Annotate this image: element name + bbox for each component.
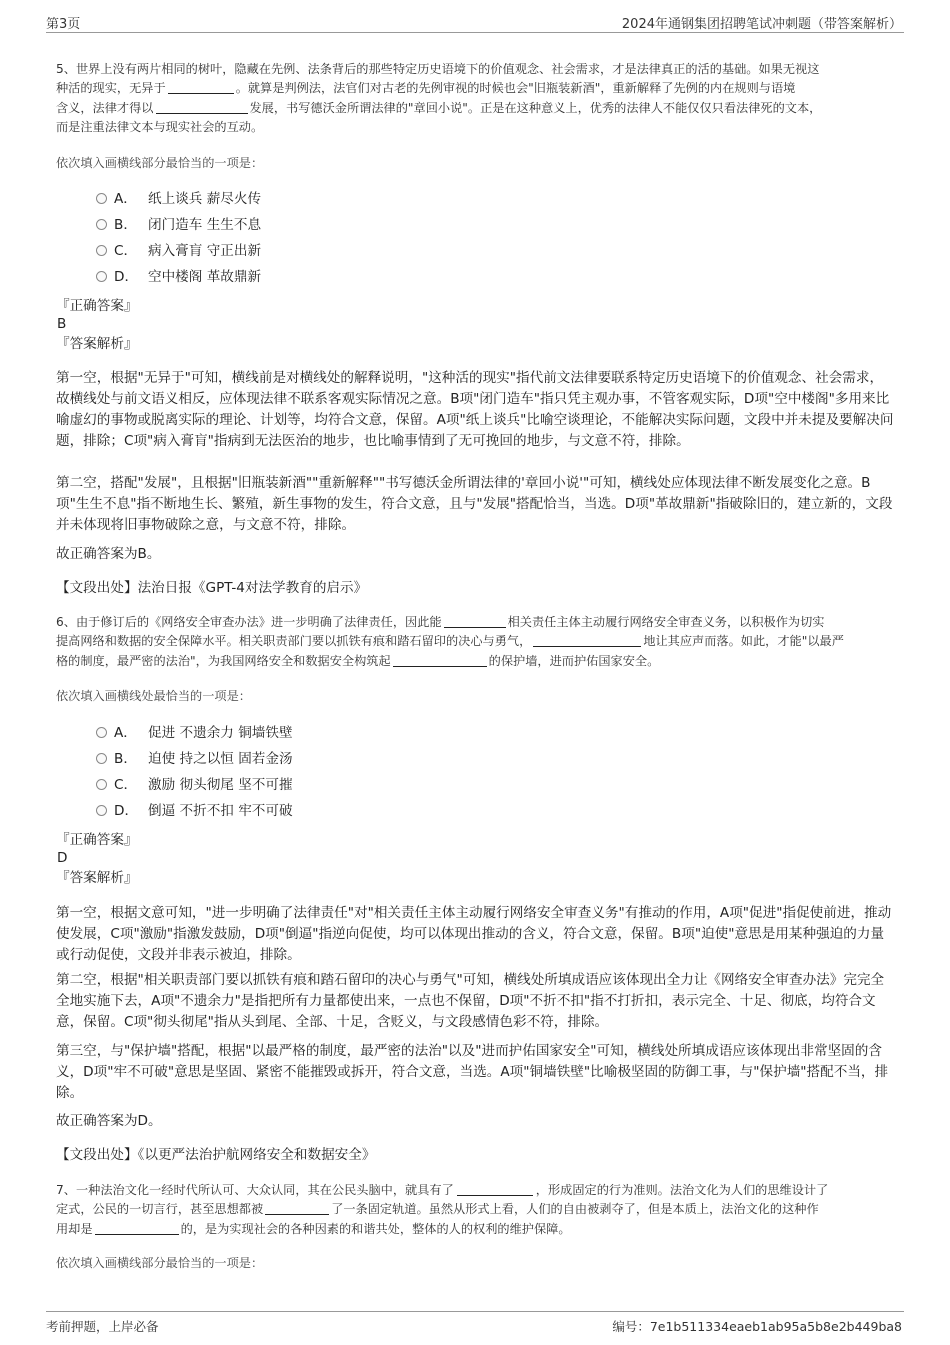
q6-line-1: 6、由于修订后的《网络安全审查办法》进一步明确了法律责任，因此能 相关责任主体主动履行网络安全审查义务，以积极作为切实 bbox=[56, 615, 825, 629]
q5-blank-1 bbox=[168, 80, 234, 94]
q7-blank-3 bbox=[95, 1221, 179, 1235]
page-number: 第3页 bbox=[46, 17, 81, 32]
q6-correct-answer-label: 『正确答案』 bbox=[56, 832, 138, 848]
q7-blank-1 bbox=[457, 1182, 533, 1196]
q7-blank-2 bbox=[265, 1201, 329, 1215]
q6-blank-3 bbox=[393, 653, 487, 667]
radio-icon[interactable] bbox=[96, 753, 107, 764]
document-code: 编号：7e1b511334eaeb1ab95a5b8e2b449ba8 bbox=[612, 1319, 902, 1334]
q6-correct-answer: D bbox=[57, 850, 68, 866]
q5-line-2: 种活的现实，无异于 。就算是判例法，法官们对古老的先例审视的时候也会"旧瓶装新酒"，重新解释了先例的内在规则与语境 bbox=[56, 81, 796, 96]
page-footer bbox=[46, 1311, 904, 1338]
q5-analysis-2: 第二空，搭配"发展"，且根据"旧瓶装新酒""重新解释""书写德沃金所谓法律的'章回小说'"可知，横线处应体现法律不断发展变化之意。B项"生生不息"指不断地生长、繁殖，新生事物的发生，符合文意，且与"发展"搭配恰当，当选。D项"革故鼎新"指破除旧的，建立新的，文段并未体现将旧事物破除之意，与文意不符，排除。 bbox=[56, 475, 893, 533]
page-header bbox=[46, 10, 904, 33]
q5-option-a[interactable]: A． 纸上谈兵 薪尽火传 bbox=[96, 189, 261, 209]
q6-analysis-1: 第一空，根据文意可知，"进一步明确了法律责任"对"相关责任主体主动履行网络安全审查义务"有推动的作用，A项"促进"指促使前进，推动使发展，C项"激励"指激发鼓励，D项"倒逼"指逆向促使，均可以体现出推动的含义，符合文意，保留。B项"迫使"意思是用某种强迫的力量或行动促使，文段并非表示被迫，排除。 bbox=[56, 905, 892, 963]
q5-instruction: 依次填入画横线部分最恰当的一项是： bbox=[56, 156, 264, 170]
q6-blank-1 bbox=[444, 614, 506, 628]
q5-correct-answer: B bbox=[57, 316, 67, 332]
q5-option-b[interactable]: B． 闭门造车 生生不息 bbox=[96, 215, 261, 235]
q6-analysis-3: 第三空，与"保护墙"搭配，根据"以最严格的制度，最严密的法治"以及"进而护佑国家安全"可知，横线处所填成语应该体现出非常坚固的含义，D项"牢不可破"意思是坚固、紧密不能摧毁或拆开，符合文意，当选。A项"铜墙铁壁"比喻极坚固的防御工事，与"保护墙"搭配不当，排除。 bbox=[56, 1043, 889, 1101]
radio-icon[interactable] bbox=[96, 805, 107, 816]
radio-icon[interactable] bbox=[96, 219, 107, 230]
q7-line-2: 定式，公民的一切言行，甚至思想都被 了一条固定轨道。虽然从形式上看，人们的自由被剥夺了，但是本质上，法治文化的这种作 bbox=[56, 1202, 819, 1217]
q6-analysis-label: 『答案解析』 bbox=[56, 870, 138, 886]
footer-slogan: 考前押题，上岸必备 bbox=[46, 1319, 159, 1334]
q6-option-b[interactable]: B． 迫使 持之以恒 固若金汤 bbox=[96, 749, 293, 769]
q5-line-1: 5、世界上没有两片相同的树叶，隐藏在先例、法条背后的那些特定历史语境下的价值观念、社会需求，才是法律真正的活的基础。如果无视这 bbox=[56, 62, 820, 76]
q6-line-2: 提高网络和数据的安全保障水平。相关职责部门要以抓铁有痕和踏石留印的决心与勇气， 地让其应声而落。如此，才能"以最严 bbox=[56, 634, 844, 649]
radio-icon[interactable] bbox=[96, 193, 107, 204]
q7-line-3: 用却是 的，是为实现社会的各种因素的和谐共处，整体的人的权利的维护保障。 bbox=[56, 1221, 571, 1236]
q6-line-3: 格的制度，最严密的法治"，为我国网络安全和数据安全构筑起 的保护墙，进而护佑国家安全。 bbox=[56, 653, 660, 668]
radio-icon[interactable] bbox=[96, 779, 107, 790]
question-5-stem bbox=[56, 60, 896, 137]
document-title: 2024年通钢集团招聘笔试冲刺题（带答案解析） bbox=[621, 17, 902, 32]
q5-correct-answer-label: 『正确答案』 bbox=[56, 298, 138, 314]
q5-source: 【文段出处】法治日报《GPT-4对法学教育的启示》 bbox=[56, 580, 368, 596]
radio-icon[interactable] bbox=[96, 271, 107, 282]
q6-option-d[interactable]: D． 倒逼 不折不扣 牢不可破 bbox=[96, 801, 293, 821]
q7-line-1: 7、一种法治文化一经时代所认可、大众认同，其在公民头脑中，就具有了 ，形成固定的行为准则。法治文化为人们的思维设计了 bbox=[56, 1183, 829, 1197]
q5-option-c[interactable]: C． 病入膏肓 守正出新 bbox=[96, 241, 261, 261]
q5-line-4: 而是注重法律文本与现实社会的互动。 bbox=[56, 119, 264, 134]
q5-option-d[interactable]: D． 空中楼阁 革故鼎新 bbox=[96, 267, 261, 287]
q6-option-a[interactable]: A． 促进 不遗余力 铜墙铁壁 bbox=[96, 723, 293, 743]
q5-analysis-3: 故正确答案为B。 bbox=[56, 546, 161, 562]
q6-option-c[interactable]: C． 激励 彻头彻尾 坚不可摧 bbox=[96, 775, 293, 795]
q6-analysis-2: 第二空，根据"相关职责部门要以抓铁有痕和踏石留印的决心与勇气"可知，横线处所填成语应该体现出全力让《网络安全审查办法》完完全全地实施下去，A项"不遗余力"是指把所有力量都使出来，一点也不保留，D项"不折不扣"指不打折扣，表示完全、十足、彻底，均符合文意，保留。C项"彻头彻尾"指从头到尾、全部、十足，含贬义，与文段感情色彩不符，排除。 bbox=[56, 972, 885, 1030]
question-6-stem bbox=[56, 613, 896, 671]
q6-blank-2 bbox=[533, 633, 641, 647]
q6-instruction: 依次填入画横线处最恰当的一项是： bbox=[56, 689, 251, 703]
question-7-stem bbox=[56, 1181, 896, 1239]
q5-line-3: 含义，法律才得以 发展，书写德沃金所谓法律的"章回小说"。正是在这种意义上，优秀的法律人不能仅仅只看法律死的文本， bbox=[56, 100, 822, 115]
q6-source: 【文段出处】《以更严法治护航网络安全和数据安全》 bbox=[56, 1147, 376, 1163]
q5-analysis-label: 『答案解析』 bbox=[56, 336, 138, 352]
q6-analysis-4: 故正确答案为D。 bbox=[56, 1113, 162, 1129]
radio-icon[interactable] bbox=[96, 245, 107, 256]
q5-analysis-1: 第一空，根据"无异于"可知，横线前是对横线处的解释说明，"这种活的现实"指代前文法律要联系特定历史语境下的价值观念、社会需求，故横线处与前文语义相反，应体现法律不联系客观实际情况之意。B项"闭门造车"指只凭主观办事，不管客观实际，D项"空中楼阁"多用来比喻虚幻的事物或脱离实际的理论、计划等，均符合文意，保留。A项"纸上谈兵"比喻空谈理论，不能解决实际问题，文段中并未提及要解决问题，排除；C项"病入膏肓"指病到无法医治的地步，也比喻事情到了无可挽回的地步，与文意不符，排除。 bbox=[56, 370, 894, 449]
q7-instruction: 依次填入画横线部分最恰当的一项是： bbox=[56, 1256, 264, 1270]
q5-blank-2 bbox=[156, 100, 248, 114]
radio-icon[interactable] bbox=[96, 727, 107, 738]
